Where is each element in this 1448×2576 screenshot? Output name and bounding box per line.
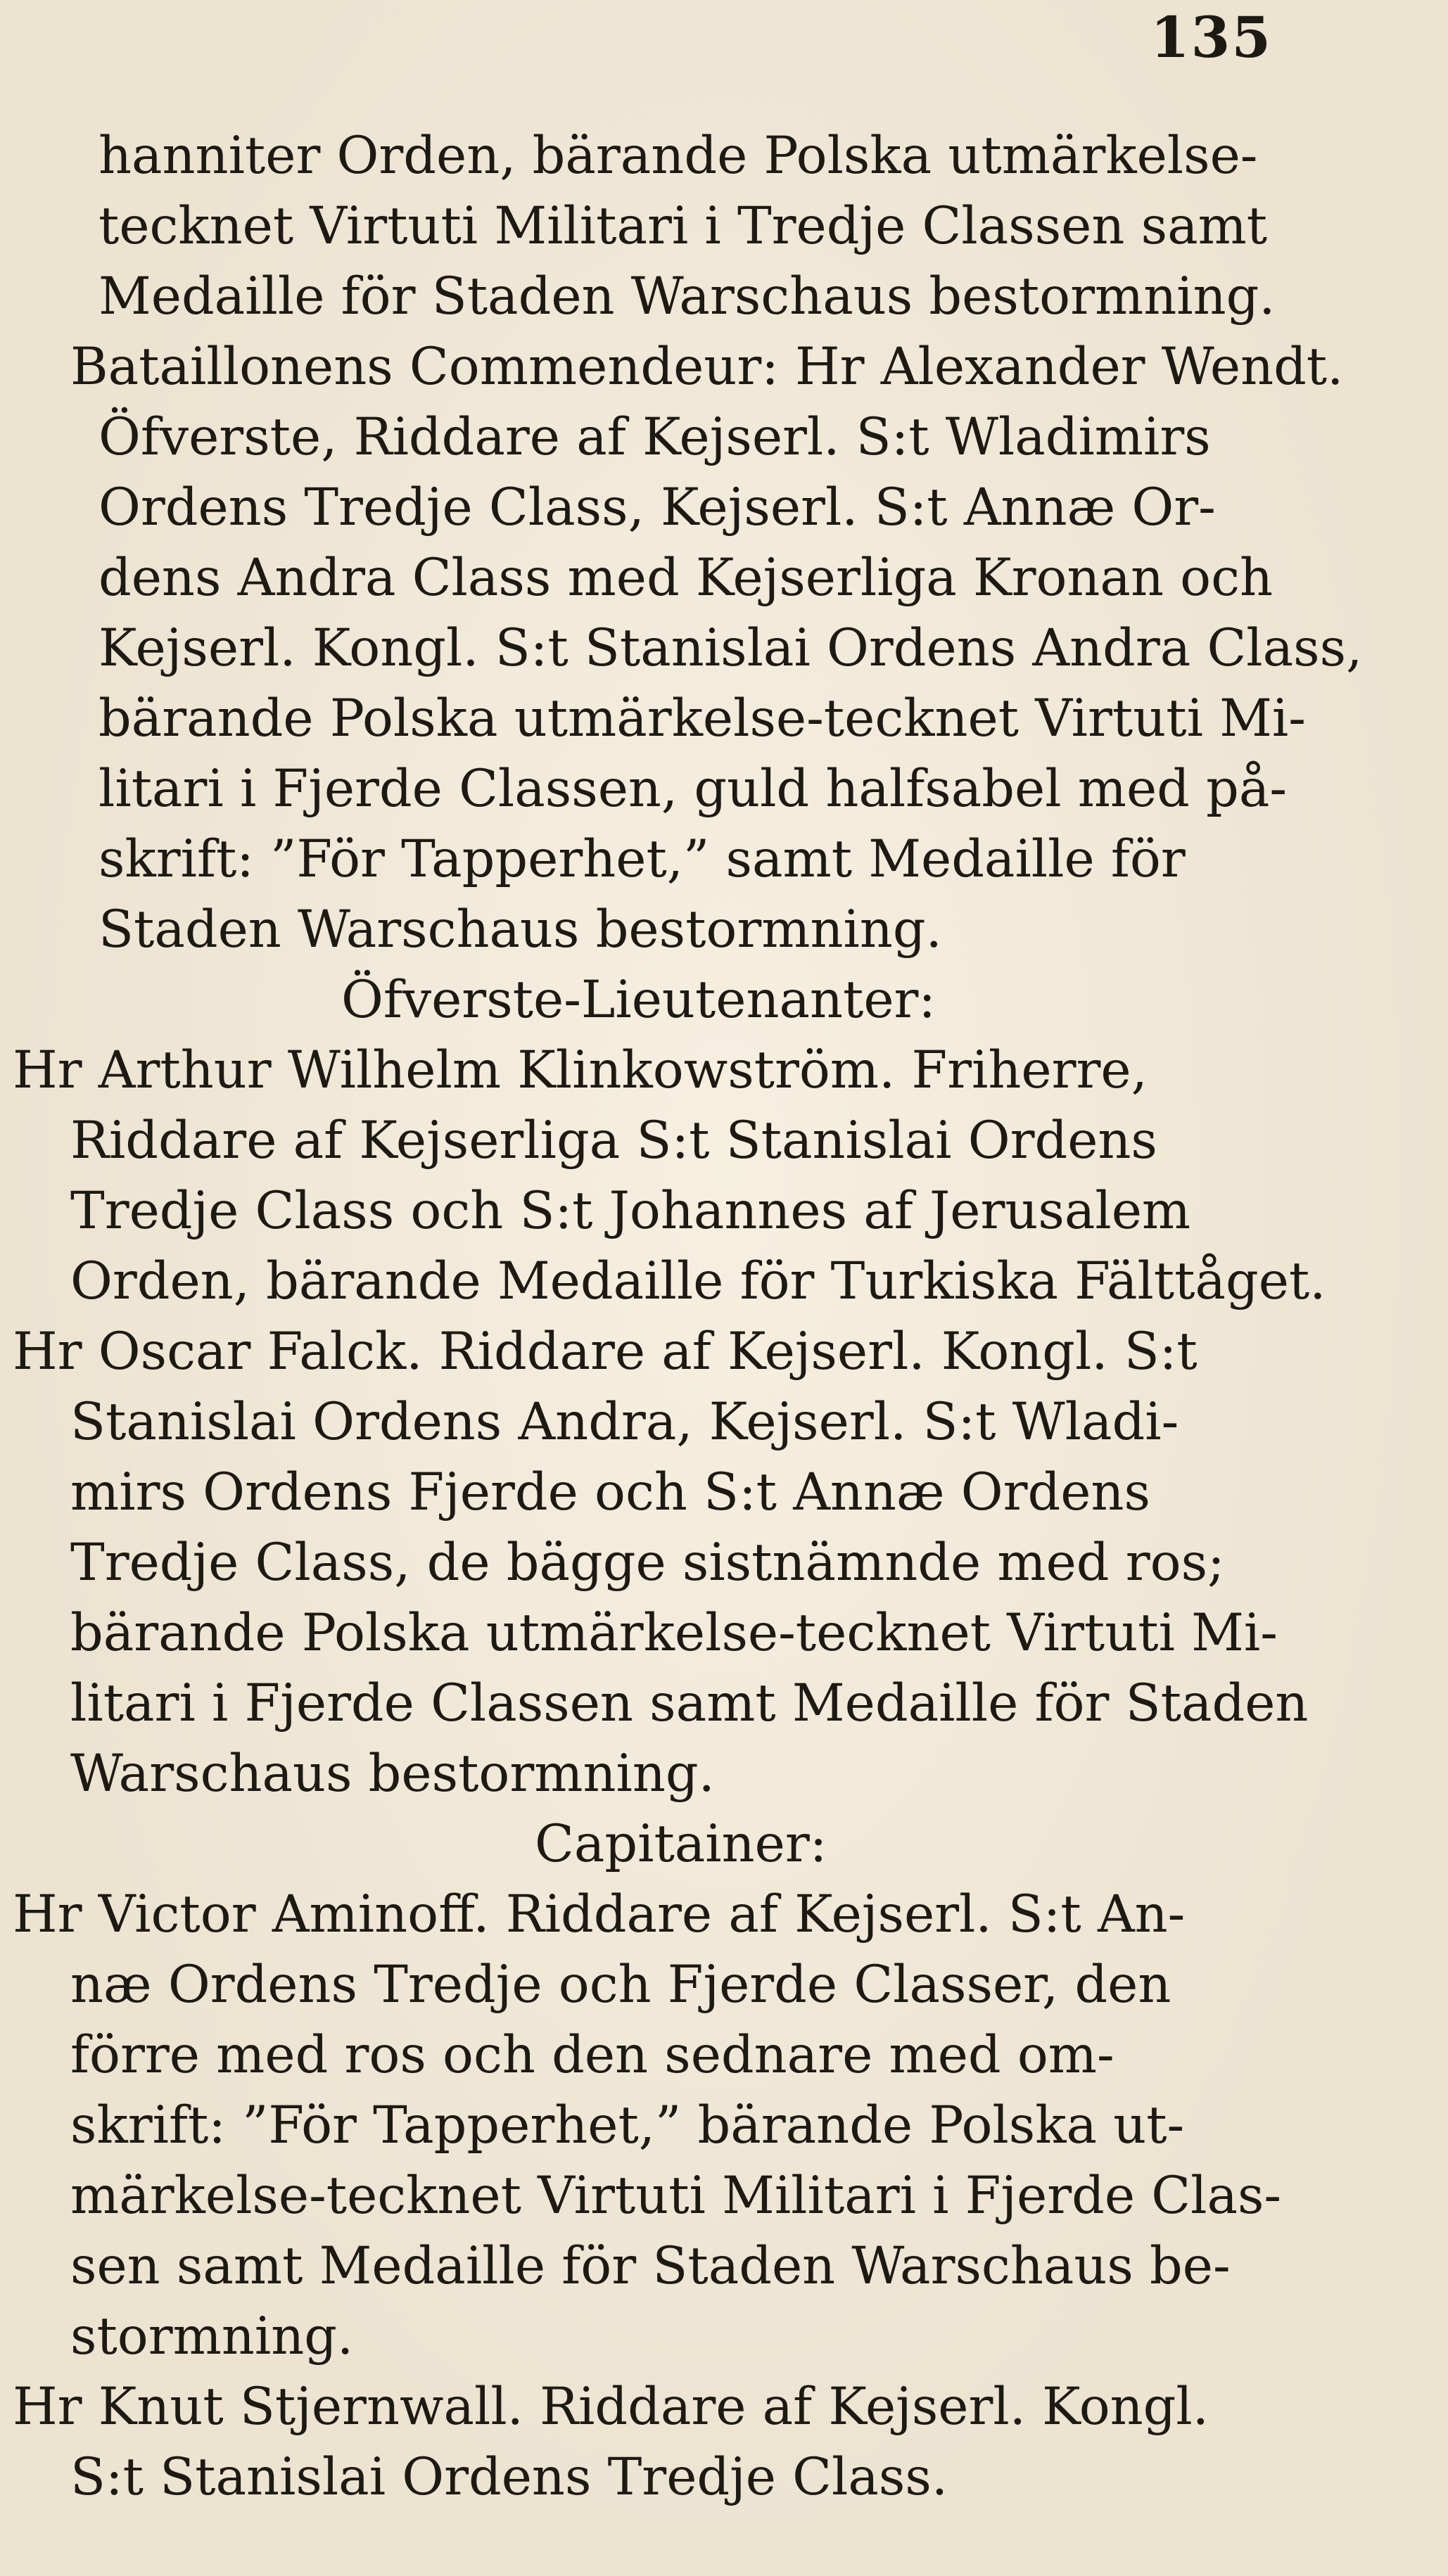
text-line: Bataillonens Commendeur: Hr Alexander Wendt.	[70, 337, 1344, 397]
text-line: litari i Fjerde Classen, guld halfsabel med på-	[99, 759, 1288, 819]
text-line: Medaille för Staden Warschaus bestormning.	[99, 267, 1276, 326]
text-line: Hr Knut Stjernwall. Riddare af Kejserl. Kongl.	[13, 2377, 1209, 2437]
text-line: förre med ros och den sednare med om-	[70, 2025, 1114, 2085]
text-line: Warschaus bestormning.	[70, 1744, 715, 1804]
text-line: næ Ordens Tredje och Fjerde Classer, den	[70, 1955, 1171, 2015]
text-line: Kejserl. Kongl. S:t Stanislai Ordens Andra Class,	[99, 618, 1363, 678]
text-line: Riddare af Kejserliga S:t Stanislai Ordens	[70, 1111, 1157, 1171]
text-line: Tredje Class och S:t Johannes af Jerusalem	[70, 1181, 1191, 1241]
text-line: Staden Warschaus bestormning.	[99, 900, 942, 959]
section-heading: Capitainer:	[535, 1814, 827, 1874]
section-heading: Öfverste-Lieutenanter:	[341, 970, 936, 1030]
text-line: stormning.	[70, 2307, 354, 2366]
text-line: skrift: ”För Tapperhet,” bärande Polska ut-	[70, 2096, 1185, 2155]
text-line: bärande Polska utmärkelse-tecknet Virtuti Mi-	[99, 689, 1306, 748]
text-line: litari i Fjerde Classen samt Medaille för Staden	[70, 1673, 1309, 1733]
text-line: hanniter Orden, bärande Polska utmärkelse-	[99, 126, 1258, 186]
text-line: Hr Oscar Falck. Riddare af Kejserl. Kongl. S:t	[13, 1322, 1198, 1382]
text-line: Ordens Tredje Class, Kejserl. S:t Annæ Or-	[99, 478, 1216, 537]
text-line: tecknet Virtuti Militari i Tredje Classen samt	[99, 196, 1268, 256]
text-line: Orden, bärande Medaille för Turkiska Fälttåget.	[70, 1251, 1326, 1311]
text-line: märkelse-tecknet Virtuti Militari i Fjerde Clas-	[70, 2166, 1282, 2226]
text-line: Hr Victor Aminoff. Riddare af Kejserl. S:t An-	[13, 1885, 1186, 1944]
text-line: dens Andra Class med Kejserliga Kronan och	[99, 548, 1274, 608]
text-line: Stanislai Ordens Andra, Kejserl. S:t Wladi-	[70, 1392, 1179, 1452]
text-line: S:t Stanislai Ordens Tredje Class.	[70, 2447, 948, 2507]
text-line: Öfverste, Riddare af Kejserl. S:t Wladimirs	[99, 407, 1211, 467]
page-number: 135	[1150, 4, 1272, 70]
text-line: Tredje Class, de bägge sistnämnde med ros;	[70, 1533, 1225, 1593]
text-line: skrift: ”För Tapperhet,” samt Medaille för	[99, 829, 1186, 889]
text-line: mirs Ordens Fjerde och S:t Annæ Ordens	[70, 1462, 1150, 1522]
text-line: bärande Polska utmärkelse-tecknet Virtuti Mi-	[70, 1603, 1278, 1663]
text-line: sen samt Medaille för Staden Warschaus be-	[70, 2236, 1231, 2296]
text-line: Hr Arthur Wilhelm Klinkowström. Friherre,	[13, 1040, 1148, 1100]
